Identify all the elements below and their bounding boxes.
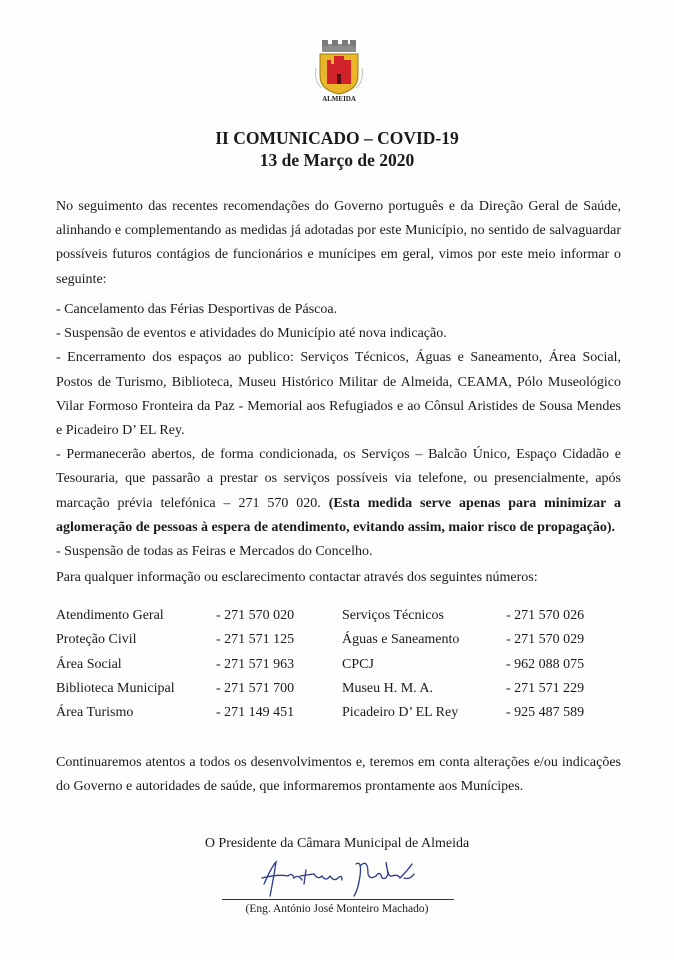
handwritten-signature: [258, 856, 426, 900]
measure-item: [56, 443, 621, 540]
intro-paragraph: No seguimento das recentes recomendações do Governo português e da Direção Geral de Saúde, alinhando e complementando as medidas já adotadas por este Município, no sentido de salvaguardar possíveis futuros contágios de funcionários e munícipes em geral, vimos por este meio informar o seguinte:: [56, 199, 621, 287]
contact-phone: - 271 570 020: [216, 608, 295, 623]
document-title: II COMUNICADO – COVID-19: [215, 128, 459, 148]
measure-item: - Suspensão de eventos e atividades do Município até nova indicação.: [56, 326, 447, 342]
svg-text:ALMEIDA: ALMEIDA: [322, 95, 356, 102]
mural-crown-icon: [322, 40, 356, 52]
measure-item: - Suspensão de todas as Feiras e Mercados do Concelho.: [56, 544, 373, 560]
contact-name: Serviços Técnicos: [342, 608, 444, 623]
signatory-name: (Eng. António José Monteiro Machado): [245, 903, 429, 915]
contact-name: Museu H. M. A.: [342, 680, 434, 696]
signature-line: [222, 899, 454, 900]
contact-name: Picadeiro D’ EL Rey: [342, 705, 459, 721]
contact-name: Área Social: [56, 656, 122, 672]
almeida-coat-of-arms-logo: [312, 38, 366, 102]
contact-phone: - 271 571 229: [506, 680, 585, 696]
contact-phone: - 271 570 029: [506, 632, 585, 648]
signatory-title: O Presidente da Câmara Municipal de Almeida: [204, 836, 470, 851]
contacts-intro: Para qualquer informação ou esclarecimento contactar através dos seguintes números:: [56, 570, 538, 585]
contact-phone: - 271 571 125: [216, 632, 295, 648]
measures-list: [56, 298, 621, 564]
contact-name: Área Turismo: [56, 705, 134, 721]
contact-phone: - 271 570 026: [506, 608, 585, 623]
contact-phone: - 271 149 451: [216, 705, 295, 721]
document-date: 13 de Março de 2020: [259, 150, 415, 170]
contact-name: Proteção Civil: [56, 632, 137, 648]
contact-phone: - 925 487 589: [506, 705, 585, 721]
measure-item: - Cancelamento das Férias Desportivas de Páscoa.: [56, 302, 338, 317]
contact-phone: - 271 571 963: [216, 656, 295, 672]
measure-emphasis: (Esta medida serve apenas para minimizar a aglomeração de pessoas à espera de atendimento, evitando assim, maior risco de propagação).: [56, 495, 621, 535]
closing-paragraph: Continuaremos atentos a todos os desenvolvimentos e, teremos em conta alterações e/ou indicações do Governo e autoridades de saúde, que informaremos prontamente aos Munícipes.: [56, 755, 621, 795]
contact-name: CPCJ: [342, 656, 374, 672]
contact-name: Atendimento Geral: [56, 608, 164, 623]
contact-phone: - 271 571 700: [216, 680, 295, 696]
contact-name: Biblioteca Municipal: [56, 680, 175, 696]
measure-item: - Encerramento dos espaços ao publico: Serviços Técnicos, Águas e Saneamento, Área Social, Postos de Turismo, Biblioteca, Museu Histórico Militar de Almeida, CEAMA, Pólo Museológico Vilar Formoso Fronteira da Paz - Memorial aos Refugiados e ao Cônsul Aristides de Sousa Mendes e Picadeiro D’ EL Rey.: [56, 350, 621, 439]
contact-phone: - 962 088 075: [506, 656, 585, 672]
contact-name: Águas e Saneamento: [342, 632, 460, 648]
measure-text: - Permanecerão abertos, de forma condicionada, os Serviços – Balcão Único, Espaço Cidadão e Tesouraria, que passarão a prestar os serviços possíveis via telefone, ou presencialmente, após marcação prévia telefónica – 271 570 020.: [56, 447, 621, 511]
